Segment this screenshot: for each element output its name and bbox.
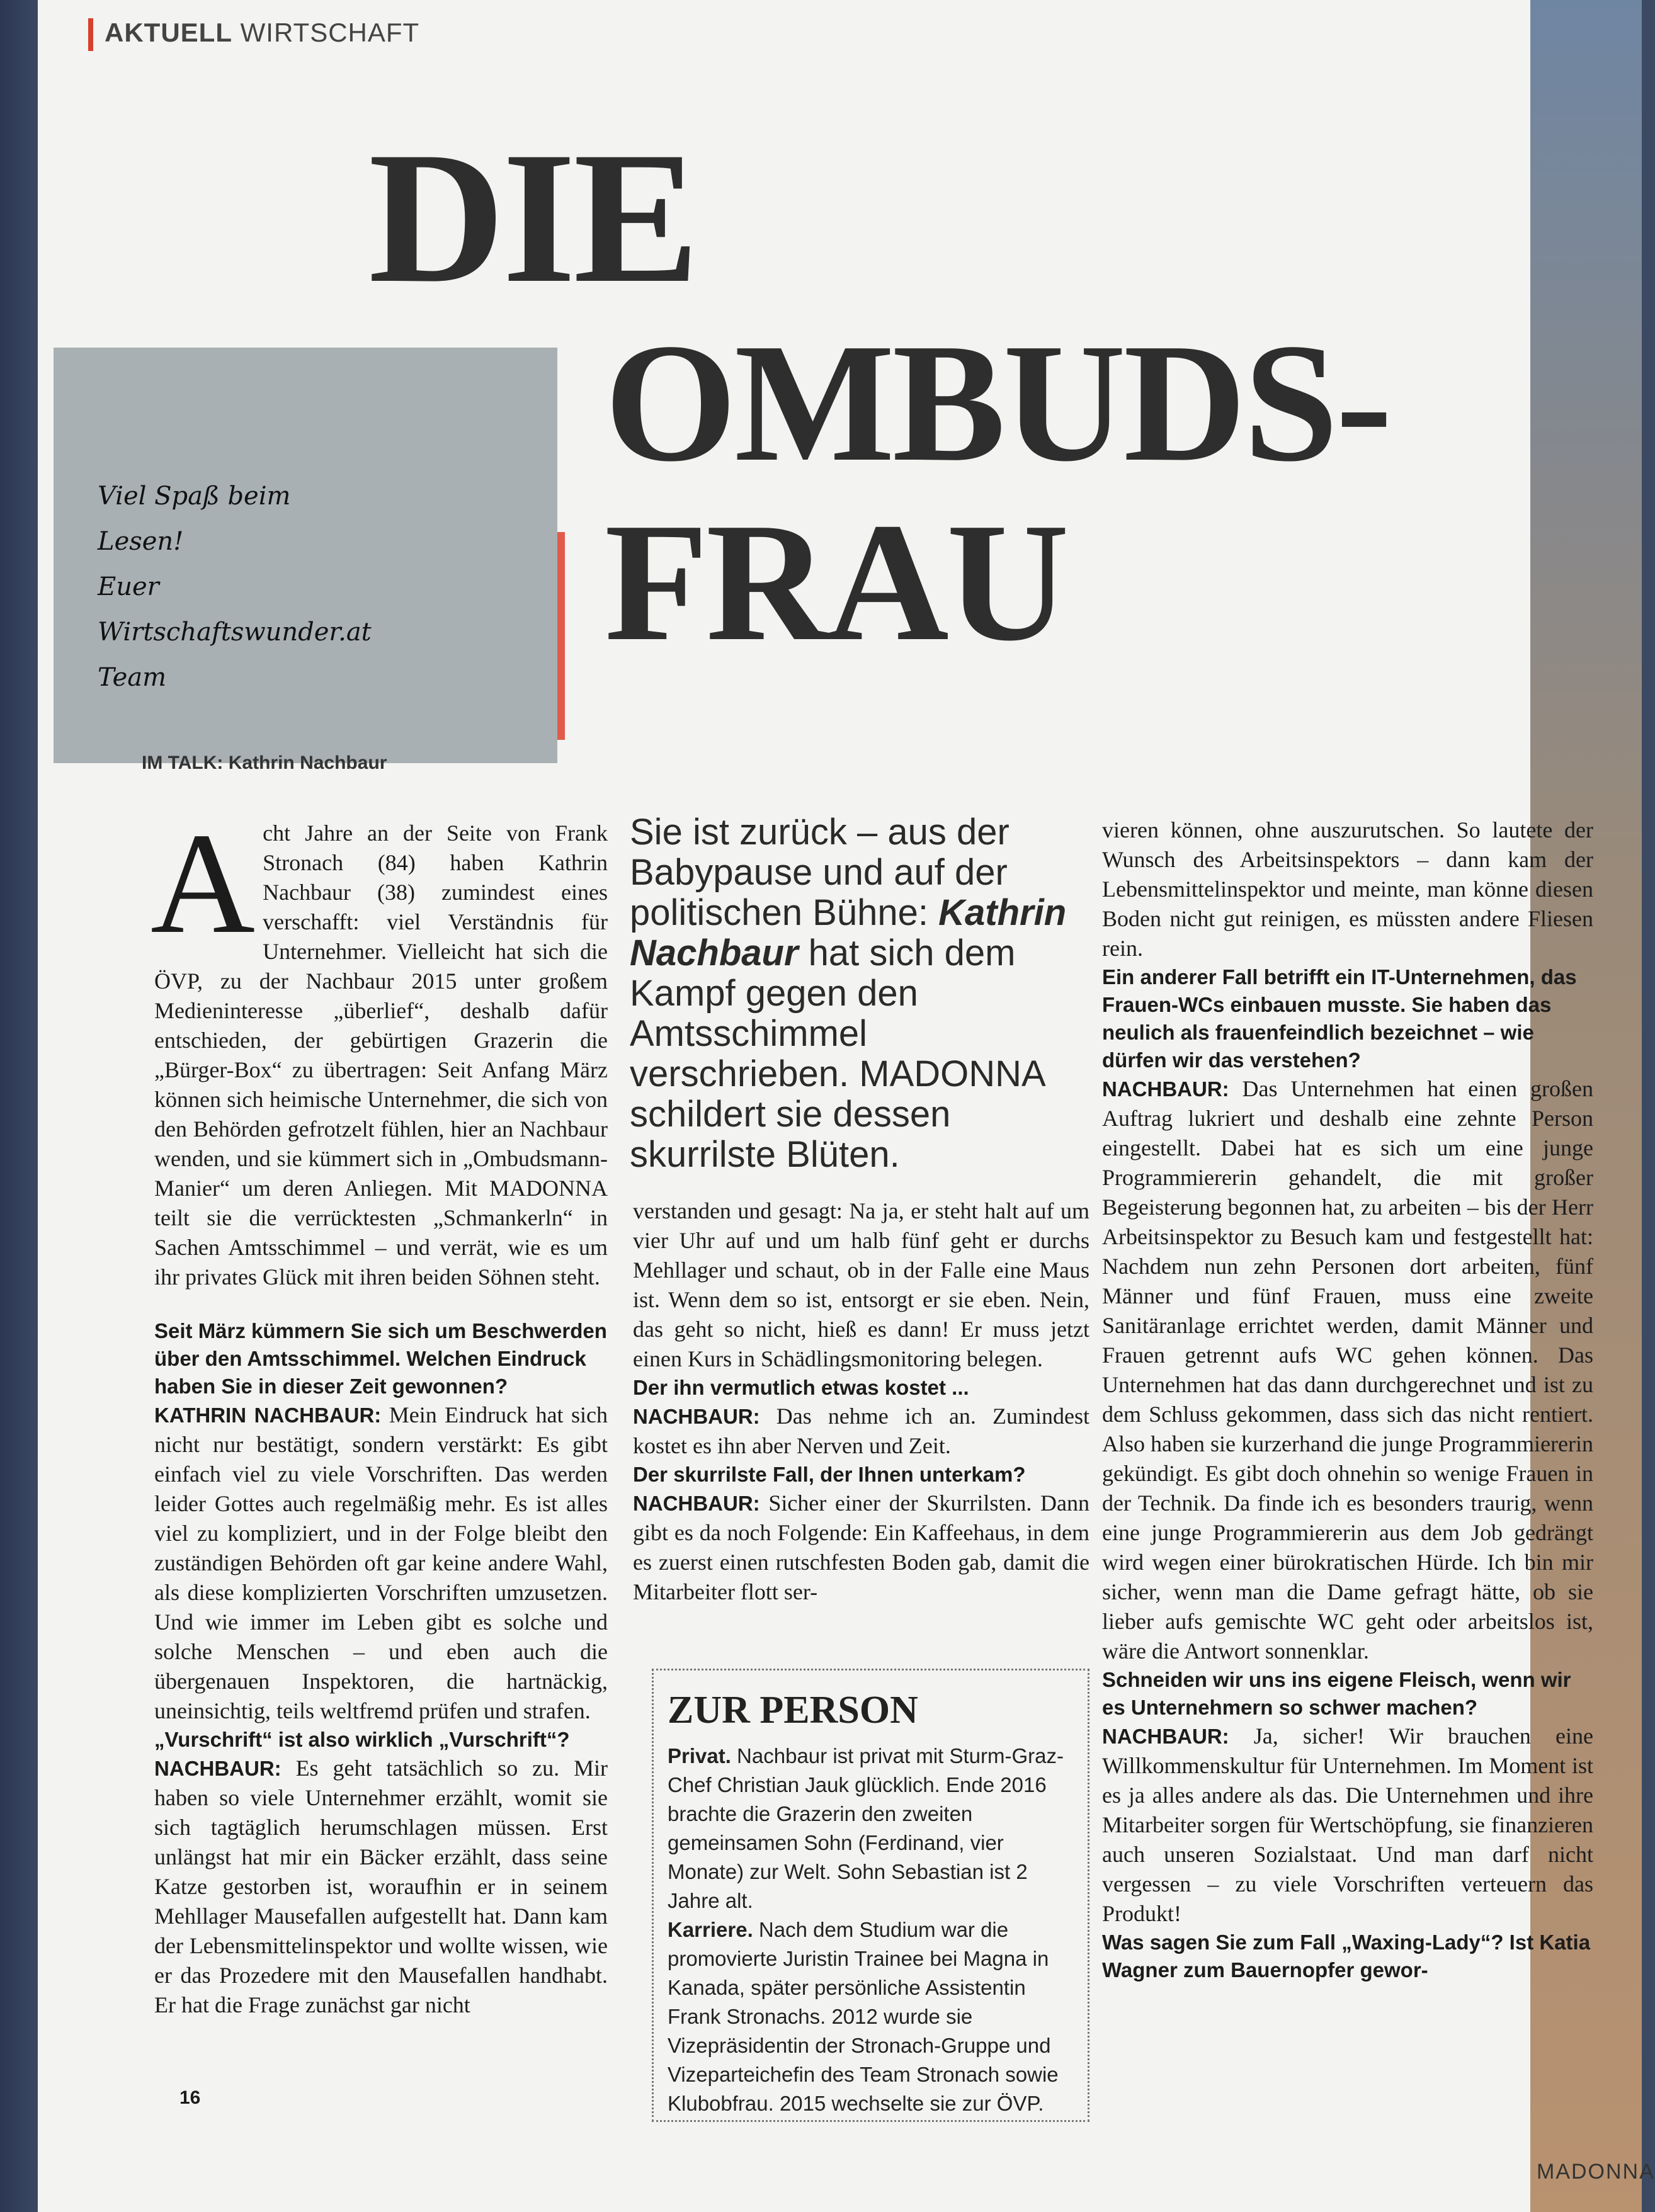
intro-paragraph: Acht Jahre an der Seite von Frank Stronach (84) haben Kathrin Nachbaur (38) zumindest eines verschafft: viel Verständnis für Unternehmer. Vielleicht hat sich die ÖVP, zu der Nachbaur 2015 unter großem Medieninteresse „überlief“, deshalb dafür entschieden, der gebürtigen Grazerin die „Bürger-Box“ zu übertragen: Seit Anfang März können sich heimische Unternehmer, die sich von den Behörden gefrotzelt fühlen, hier an Nachbaur wenden, und sie kümmert sich in „Ombudsmann-Manier“ um deren Anliegen. Mit MADONNA teilt sie die verrücktesten „Schmankerln“ in Sachen Amtsschimmel – und verrät, wie es um ihr privates Glück mit ihren beiden Söhnen steht. xyxy=(151,803,608,1290)
drop-cap: A xyxy=(151,803,256,963)
kicker-section: AKTUELL xyxy=(105,18,232,47)
photo-edge xyxy=(557,532,565,740)
note-line: Euer xyxy=(98,572,159,601)
info-box-career: Karriere. Nach dem Studium war die promovierte Juristin Trainee bei Magna in Kanada, später persönliche Assistentin Frank Stronachs. 2012 wurde sie Vizepräsidentin der Stronach-Gruppe und Vizeparteichefin des Team Stronach sowie Klubobfrau. 2015 wechselte sie zur ÖVP. xyxy=(668,1918,1059,2115)
interview-question: Der ihn vermutlich etwas kostet ... xyxy=(633,1376,969,1399)
headline-line-2: OMBUDS- xyxy=(605,309,1390,497)
interview-answer: NACHBAUR: Ja, sicher! Wir brauchen eine Willkommenskultur für Unternehmen. Im Moment ist es ja alles andere als das. Die Unternehmen und ihre Mitarbeiter sorgen für Wertschöpfung, sie finanzieren auch unseren Sozialstaat. Und man darf nicht vergessen – zu viele Vorschriften verteuern das Produkt! xyxy=(1102,1723,1593,1926)
interview-question: Der skurrilste Fall, der Ihnen unterkam? xyxy=(633,1463,1026,1486)
section-kicker xyxy=(88,18,419,51)
info-box-private: Privat. Nachbaur ist privat mit Sturm-Graz-Chef Christian Jauk glücklich. Ende 2016 brachte die Grazerin den zweiten gemeinsamen Sohn (Ferdinand, vier Monate) zur Welt. Sohn Sebastian ist 2 Jahre alt. xyxy=(668,1744,1064,1912)
info-box-zur-person xyxy=(652,1669,1089,2122)
page-number: 16 xyxy=(179,2087,201,2108)
interview-answer: NACHBAUR: Das Unternehmen hat einen großen Auftrag lukriert und deshalb eine zehnte Person eingestellt. Dabei hat es sich um eine junge Programmiererin gehandelt, die mit großer Begeisterung begonnen hat, zu arbeiten – bis der Herr Arbeitsinspektor zu Besuch kam und festgestellt hat: Nachdem nun zehn Personen dort arbeiten, fünf Männer und fünf Frauen, muss eine zweite Sanitäranlage errichtet werden, damit Männer und Frauen getrennt aufs WC gehen können. Das Unternehmen hat das dann durchgerechnet und ist zu dem Schluss gekommen, dass sich das nicht rentiert. Also haben sie kurzerhand die junge Programmiererin gekündigt. Es gibt doch ohnehin so wenige Frauen in der Technik. Da finde ich es besonders traurig, wenn eine junge Programmiererin aus dem Job gedrängt wird wegen einer bürokratischen Hürde. Ich bin mir sicher, wenn man die Dame gefragt hätte, ob sie lieber aufs gemischte WC geht oder arbeitslos ist, wäre die Antwort sonnenklar. xyxy=(1102,1076,1593,1664)
interview-question: Seit März kümmern Sie sich um Beschwerden über den Amtsschimmel. Welchen Eindruck haben Sie in dieser Zeit gewonnen? xyxy=(154,1319,607,1398)
interview-question: Schneiden wir uns ins eigene Fleisch, wenn wir es Unternehmern so schwer machen? xyxy=(1102,1668,1571,1719)
headline-line-3: FRAU xyxy=(605,488,1067,676)
note-line: Lesen! xyxy=(98,527,184,556)
body-paragraph: vieren können, ohne auszurutschen. So lautete der Wunsch des Arbeitsinspektors – dann kam der Lebensmittelinspektor und meinte, man könne diesen Boden nicht gut reinigen, es müssten andere Fliesen rein. xyxy=(1102,817,1593,961)
body-paragraph: verstanden und gesagt: Na ja, er steht halt auf um vier Uhr auf und um halb fünf geht er durchs Mehllager und schaut, ob in der Falle eine Maus ist. Wenn dem so ist, entsorgt er sie eben. Nein, das geht so nicht, hieß es dann! Er muss jetzt einen Kurs in Schädlingsmonitoring belegen. xyxy=(633,1198,1089,1371)
headline-line-1: DIE xyxy=(368,113,697,322)
article-column-3 xyxy=(1102,815,1593,1984)
photo-caption-cut: IM TALK: Kathrin Nachbaur xyxy=(142,752,387,773)
magazine-brand: MADONNA xyxy=(1537,2160,1655,2184)
sticky-note-overlay xyxy=(54,348,557,763)
interview-question: Was sagen Sie zum Fall „Waxing-Lady“? Ist Katia Wagner zum Bauernopfer gewor- xyxy=(1102,1931,1591,1982)
interview-answer: NACHBAUR: Sicher einer der Skurrilsten. Dann gibt es da noch Folgende: Ein Kaffeehaus, in dem es zuerst einen rutschfesten Boden gab, damit die Mitarbeiter flott ser- xyxy=(633,1490,1089,1604)
info-box-title: ZUR PERSON xyxy=(668,1689,918,1732)
article-column-1 xyxy=(151,803,608,2020)
kicker-category: WIRTSCHAFT xyxy=(240,18,420,47)
interview-question: „Vurschrift“ ist also wirklich „Vurschrift“? xyxy=(154,1728,570,1751)
note-line: Team xyxy=(98,663,167,692)
interview-answer: KATHRIN NACHBAUR: Mein Eindruck hat sich nicht nur bestätigt, sondern verstärkt: Es gibt einfach viel zu viele Vorschriften. Das werden leider Gottes auch regelmäßig mehr. Es ist alles viel zu kompliziert, und in der Folge bleibt den zuständigen Behörden oft gar keine andere Wahl, als diese komplizierten Vorschriften umzusetzen. Und wie immer im Leben gibt es solche und solche Menschen – und eben auch die übergenauen Inspektoren, die hartnäckig, uneinsichtig, teils weltfremd prüfen und strafen. xyxy=(154,1402,608,1723)
interview-question: Ein anderer Fall betrifft ein IT-Unternehmen, das Frauen-WCs einbauen musste. Sie haben das neulich als frauenfeindlich bezeichnet – wie dürfen wir das verstehen? xyxy=(1102,965,1577,1072)
kicker-accent-bar xyxy=(88,18,93,51)
sticky-note-text xyxy=(98,474,372,700)
standfirst-name: Kathrin Nachbaur xyxy=(630,892,1067,973)
interview-answer: NACHBAUR: Es geht tatsächlich so zu. Mir haben so viele Unternehmer erzählt, womit sie sich tagtäglich herumschlagen müssen. Erst unlängst hat mir ein Bäcker erzählt, dass seine Katze gestorben ist, woraufhin er in seinem Mehllager Mausefallen aufgestellt hat. Dann kam der Lebensmittelinspektor und wollte wissen, wie er das Prozedere mit den Mausefallen handhabt. Er hat die Frage zunächst gar nicht xyxy=(154,1755,608,2017)
note-line: Wirtschaftswunder.at xyxy=(98,618,372,647)
note-line: Viel Spaß beim xyxy=(98,482,291,511)
standfirst: Sie ist zurück – aus der Babypause und auf der politischen Bühne: Kathrin Nachbaur hat sich dem Kampf gegen den Amtsschimmel verschrieben. MADONNA schildert sie dessen skurrilste Blüten. xyxy=(630,812,1067,1175)
article-column-2 xyxy=(633,1196,1089,1607)
interview-answer: NACHBAUR: Das nehme ich an. Zumindest kostet es ihn aber Nerven und Zeit. xyxy=(633,1404,1089,1458)
